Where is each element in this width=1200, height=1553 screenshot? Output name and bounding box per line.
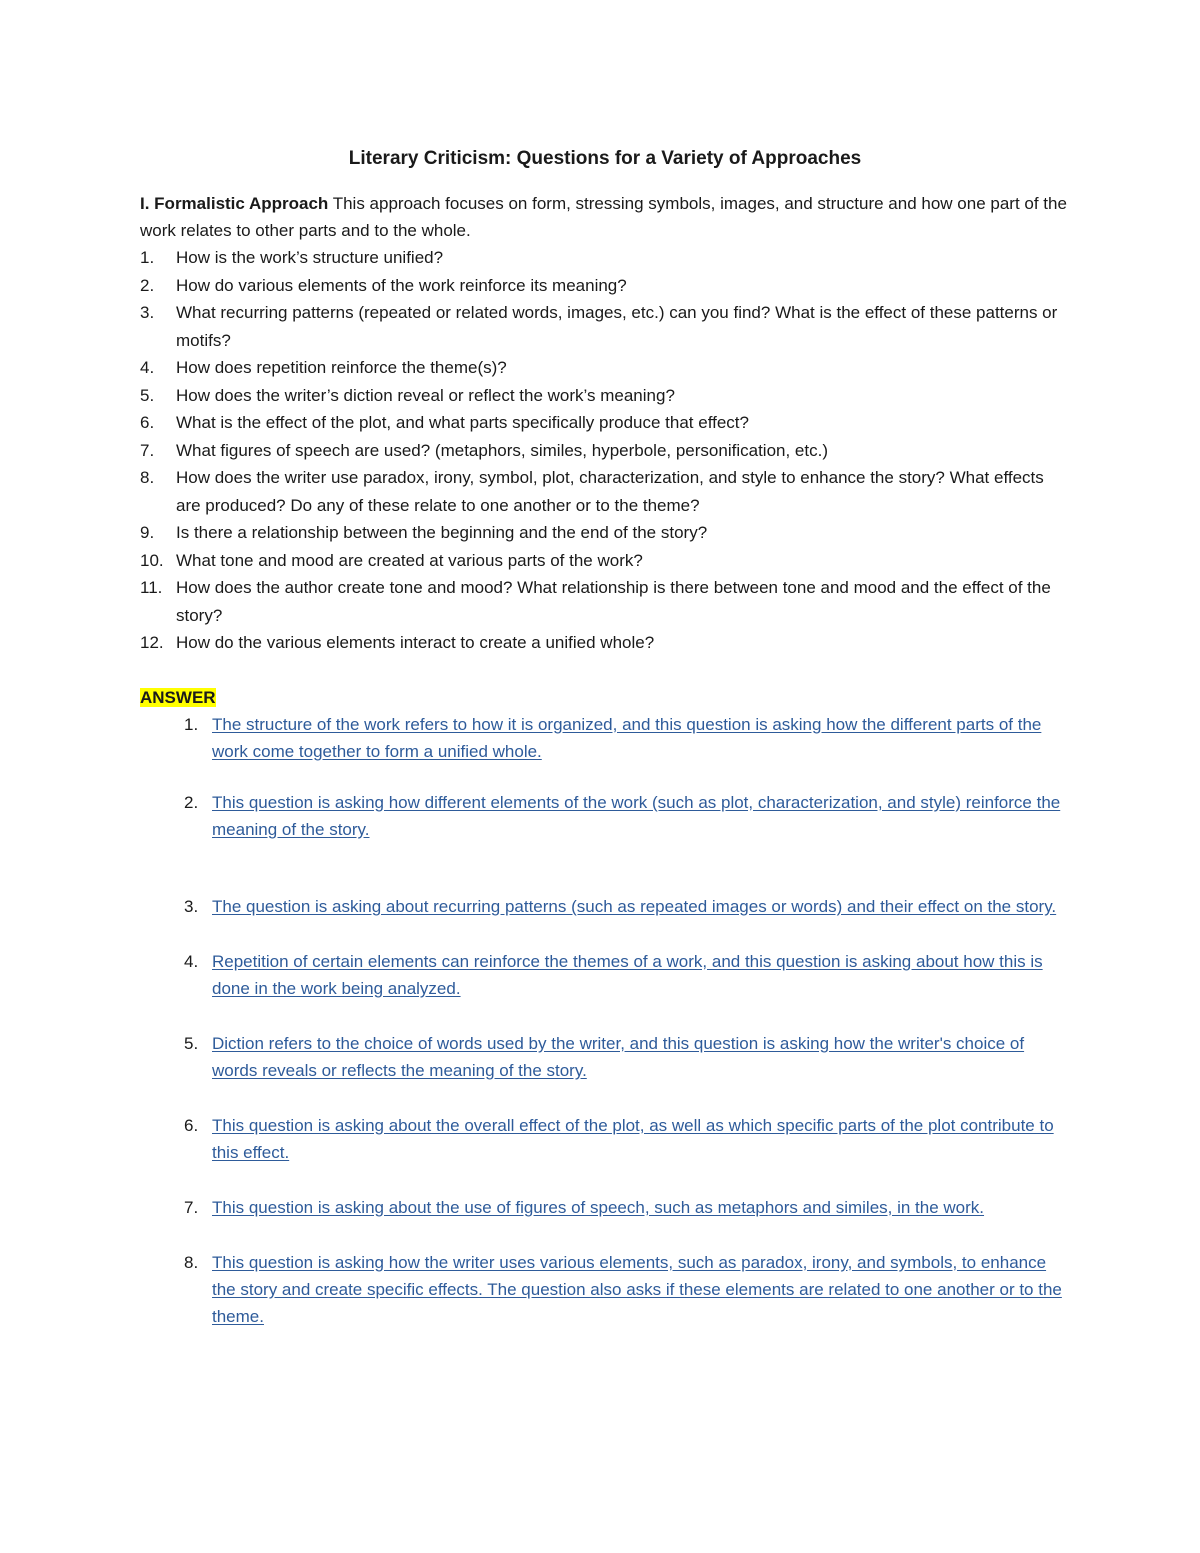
question-item bbox=[140, 437, 1070, 465]
answer-link[interactable]: Repetition of certain elements can reinforce the themes of a work, and this question is asking about how this is done in the work being analyzed. bbox=[212, 951, 1043, 998]
question-item bbox=[140, 409, 1070, 437]
answer-number: 8. bbox=[184, 1252, 199, 1272]
answer-number: 5. bbox=[184, 1033, 199, 1053]
question-number: 5. bbox=[140, 385, 155, 405]
answer-heading bbox=[140, 685, 1070, 711]
answer-list bbox=[140, 711, 1070, 1330]
question-text: How does the author create tone and mood? What relationship is there between tone and mood and the effect of the story? bbox=[176, 578, 1051, 625]
question-item bbox=[140, 574, 1070, 629]
page-title: Literary Criticism: Questions for a Variety of Approaches bbox=[348, 148, 862, 169]
answer-link[interactable]: Diction refers to the choice of words used by the writer, and this question is asking how the writer's choice of words reveals or reflects the meaning of the story. bbox=[212, 1033, 1025, 1080]
question-list bbox=[140, 244, 1070, 657]
question-text: What recurring patterns (repeated or related words, images, etc.) can you find? What is the effect of these patterns or motifs? bbox=[176, 303, 1058, 350]
answer-item bbox=[140, 1194, 1070, 1221]
question-number: 9. bbox=[140, 523, 155, 542]
answer-number: 6. bbox=[184, 1115, 199, 1135]
question-item bbox=[140, 464, 1070, 519]
question-item bbox=[140, 547, 1070, 575]
question-item bbox=[140, 382, 1070, 410]
question-number: 1. bbox=[140, 248, 155, 267]
question-number: 2. bbox=[140, 275, 155, 295]
question-number: 8. bbox=[140, 468, 155, 487]
document-page bbox=[140, 148, 1070, 1330]
answer-item bbox=[140, 893, 1070, 920]
answer-item bbox=[140, 711, 1070, 765]
question-text: How do the various elements interact to create a unified whole? bbox=[176, 633, 655, 652]
section-intro-text: This approach focuses on form, stressing symbols, images, and structure and how one part of the work relates to other parts and to the whole. bbox=[140, 194, 1067, 240]
answer-link[interactable]: This question is asking how different elements of the work (such as plot, characterization, and style) reinforce the meaning of the story. bbox=[212, 792, 1061, 839]
question-text: What tone and mood are created at various parts of the work? bbox=[176, 550, 643, 570]
answer-item bbox=[140, 948, 1070, 1002]
question-text: How does repetition reinforce the theme(s)? bbox=[176, 358, 507, 377]
answer-number: 1. bbox=[184, 714, 199, 734]
question-text: Is there a relationship between the beginning and the end of the story? bbox=[176, 523, 708, 542]
question-number: 4. bbox=[140, 358, 155, 377]
question-item bbox=[140, 299, 1070, 354]
answer-link[interactable]: The question is asking about recurring patterns (such as repeated images or words) and their effect on the story. bbox=[212, 896, 1057, 916]
answer-link[interactable]: This question is asking how the writer uses various elements, such as paradox, irony, and symbols, to enhance the story and create specific effects. The question also asks if these elements are related to one another or to the theme. bbox=[212, 1252, 1062, 1326]
section-heading: I. Formalistic Approach bbox=[140, 194, 329, 213]
question-number: 6. bbox=[140, 413, 155, 432]
answer-link[interactable]: The structure of the work refers to how it is organized, and this question is asking how the different parts of the work come together to form a unified whole. bbox=[212, 714, 1042, 761]
question-number: 12. bbox=[140, 633, 164, 652]
answer-item bbox=[140, 1249, 1070, 1330]
question-item bbox=[140, 354, 1070, 382]
answer-item bbox=[140, 789, 1070, 843]
answer-number: 7. bbox=[184, 1197, 199, 1217]
answer-number: 4. bbox=[184, 951, 199, 971]
answer-link[interactable]: This question is asking about the use of figures of speech, such as metaphors and similes, in the work. bbox=[212, 1197, 985, 1217]
question-number: 11. bbox=[140, 578, 163, 597]
question-text: What figures of speech are used? (metaphors, similes, hyperbole, personification, etc.) bbox=[176, 440, 828, 460]
answer-number: 2. bbox=[184, 792, 199, 812]
question-number: 3. bbox=[140, 303, 155, 322]
question-text: What is the effect of the plot, and what parts specifically produce that effect? bbox=[176, 413, 749, 432]
answer-number: 3. bbox=[184, 896, 199, 916]
question-item bbox=[140, 272, 1070, 300]
answer-link[interactable]: This question is asking about the overall effect of the plot, as well as which specific parts of the plot contribute to this effect. bbox=[212, 1115, 1054, 1162]
question-number: 10. bbox=[140, 550, 164, 570]
question-text: How does the writer’s diction reveal or reflect the work’s meaning? bbox=[176, 385, 675, 405]
question-item bbox=[140, 519, 1070, 547]
question-text: How do various elements of the work reinforce its meaning? bbox=[176, 275, 627, 295]
question-item bbox=[140, 629, 1070, 657]
answer-heading-highlight: ANSWER bbox=[140, 687, 216, 707]
question-text: How is the work’s structure unified? bbox=[176, 248, 444, 267]
answer-item bbox=[140, 1112, 1070, 1166]
answer-item bbox=[140, 1030, 1070, 1084]
question-item bbox=[140, 244, 1070, 272]
question-text: How does the writer use paradox, irony, symbol, plot, characterization, and style to enhance the story? What effects are produced? Do any of these relate to one another or to the theme? bbox=[176, 468, 1044, 515]
section-intro bbox=[140, 190, 1070, 244]
question-number: 7. bbox=[140, 440, 155, 460]
